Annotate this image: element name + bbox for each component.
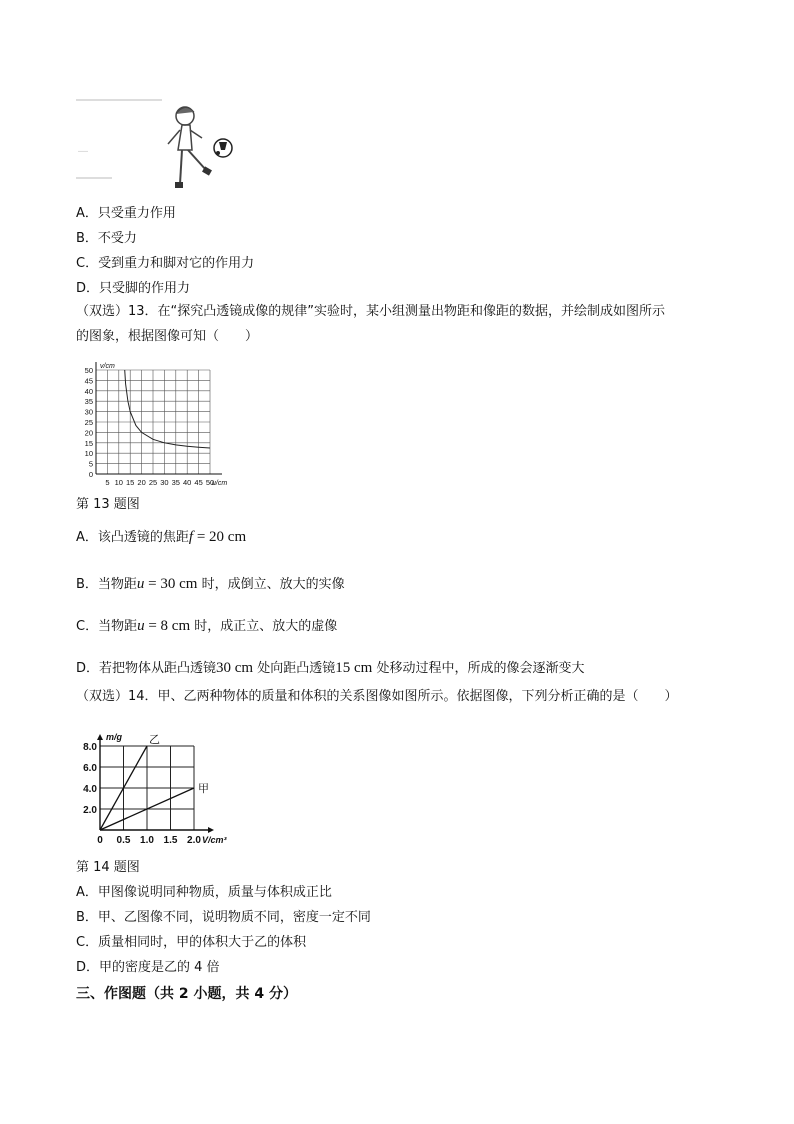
- x-axis-arrow: [208, 827, 214, 833]
- y-tick-label: 15: [84, 438, 93, 448]
- x-tick-label: 15: [126, 478, 135, 487]
- boy-kicking-ball-figure: [72, 92, 242, 202]
- x-tick-label: 45: [194, 478, 203, 487]
- y-tick-label: 6.0: [83, 763, 97, 774]
- y-tick-label: 40: [84, 386, 93, 396]
- q13-option-b: [76, 576, 345, 593]
- y-tick-label: 4.0: [83, 784, 97, 795]
- y-tick-label: 2.0: [83, 805, 97, 816]
- q14-caption: 第 14 题图: [76, 860, 140, 875]
- math-value: 30 cm: [216, 660, 254, 676]
- y-tick-label: 8.0: [83, 742, 97, 753]
- faded-text: —: [78, 146, 88, 157]
- option-text: C．当物距: [76, 619, 138, 634]
- q13-stem-line1: （双选）13．在“探究凸透镜成像的规律”实验时，某小组测量出物距和像距的数据，并绘制成如图所示: [76, 304, 666, 319]
- section-3-heading: 三、作图题（共 2 小题，共 4 分）: [76, 986, 297, 1002]
- x-tick-label: 0.5: [116, 835, 131, 846]
- math-expression: [189, 529, 246, 545]
- y-tick-label: 10: [84, 449, 93, 459]
- x-tick-label: 5: [105, 478, 110, 487]
- x-tick-label: 20: [137, 478, 146, 487]
- math-variable: u: [136, 576, 145, 592]
- x-axis-label: V/cm³: [202, 835, 227, 845]
- option-text: 时，成正立、放大的虚像: [194, 619, 338, 634]
- q12-option-b: B．不受力: [76, 231, 137, 246]
- y-axis-arrow: [97, 734, 103, 740]
- y-tick-label: 45: [84, 376, 93, 386]
- series-label-jia: 甲: [198, 783, 209, 795]
- x-tick-label: 1.0: [140, 835, 154, 846]
- x-axis-label: u/cm: [212, 480, 228, 487]
- math-variable: u: [137, 618, 145, 634]
- y-tick-label: 0: [88, 470, 93, 479]
- q13-option-a: [76, 529, 246, 546]
- q13-option-d: [76, 660, 584, 677]
- soccer-ball-icon: [214, 139, 232, 157]
- option-text: B．当物距: [76, 577, 137, 592]
- x-tick-label: 0: [97, 835, 103, 846]
- q14-option-b: B．甲、乙图像不同，说明物质不同，密度一定不同: [76, 910, 371, 925]
- math-variable: f: [188, 529, 194, 545]
- y-tick-label: 35: [84, 397, 93, 407]
- option-text: 处移动过程中，所成的像会逐渐变大: [376, 661, 585, 676]
- q12-option-d: D．只受脚的作用力: [76, 281, 191, 296]
- q12-option-c: C．受到重力和脚对它的作用力: [76, 256, 255, 271]
- y-tick-label: 50: [84, 366, 93, 375]
- math-value: = 8 cm: [144, 618, 191, 634]
- y-tick-label: 5: [88, 459, 93, 469]
- x-tick-label: 25: [148, 478, 158, 487]
- x-tick-label: 30: [160, 478, 169, 487]
- y-axis-label: m/g: [106, 732, 123, 742]
- q14-option-c: C．质量相同时，甲的体积大于乙的体积: [76, 935, 307, 950]
- y-tick-label: 20: [84, 428, 93, 438]
- q14-option-a: A．甲图像说明同种物质，质量与体积成正比: [76, 885, 332, 900]
- math-value: = 20 cm: [193, 529, 247, 545]
- math-value: = 30 cm: [144, 576, 198, 592]
- q14-stem: （双选）14．甲、乙两种物体的质量和体积的关系图像如图所示。依据图像，下列分析正确的是（ ）: [76, 689, 678, 704]
- q13-stem-line2: 的图象，根据图像可知（ ）: [76, 329, 259, 344]
- x-tick-label: 40: [183, 478, 192, 487]
- y-tick-label: 25: [84, 418, 93, 427]
- q13-caption: 第 13 题图: [76, 497, 140, 512]
- option-text: 时，成倒立、放大的实像: [201, 577, 345, 592]
- option-text: D．若把物体从距凸透镜: [76, 661, 217, 676]
- y-axis-label: v/cm: [100, 363, 115, 370]
- x-tick-label: 2.0: [187, 835, 201, 846]
- q12-option-a: A．只受重力作用: [76, 206, 176, 221]
- math-value: 15 cm: [335, 660, 373, 676]
- option-text: 处向距凸透镜: [257, 661, 336, 676]
- q14-chart: [70, 726, 246, 852]
- x-tick-label: 10: [114, 478, 123, 487]
- q13-option-c: [76, 618, 337, 635]
- x-tick-label: 35: [171, 478, 180, 487]
- option-text: A．该凸透镜的焦距: [76, 530, 189, 545]
- boy-icon: [168, 107, 212, 188]
- series-label-yi: 乙: [149, 734, 160, 746]
- x-tick-label: 1.5: [163, 835, 178, 846]
- q14-option-d: D．甲的密度是乙的 4 倍: [76, 960, 220, 975]
- y-tick-label: 30: [84, 407, 93, 417]
- math-expression: [137, 576, 198, 592]
- math-expression: [137, 618, 190, 634]
- x-tick-label: 50: [205, 478, 215, 487]
- q13-chart: [74, 356, 244, 490]
